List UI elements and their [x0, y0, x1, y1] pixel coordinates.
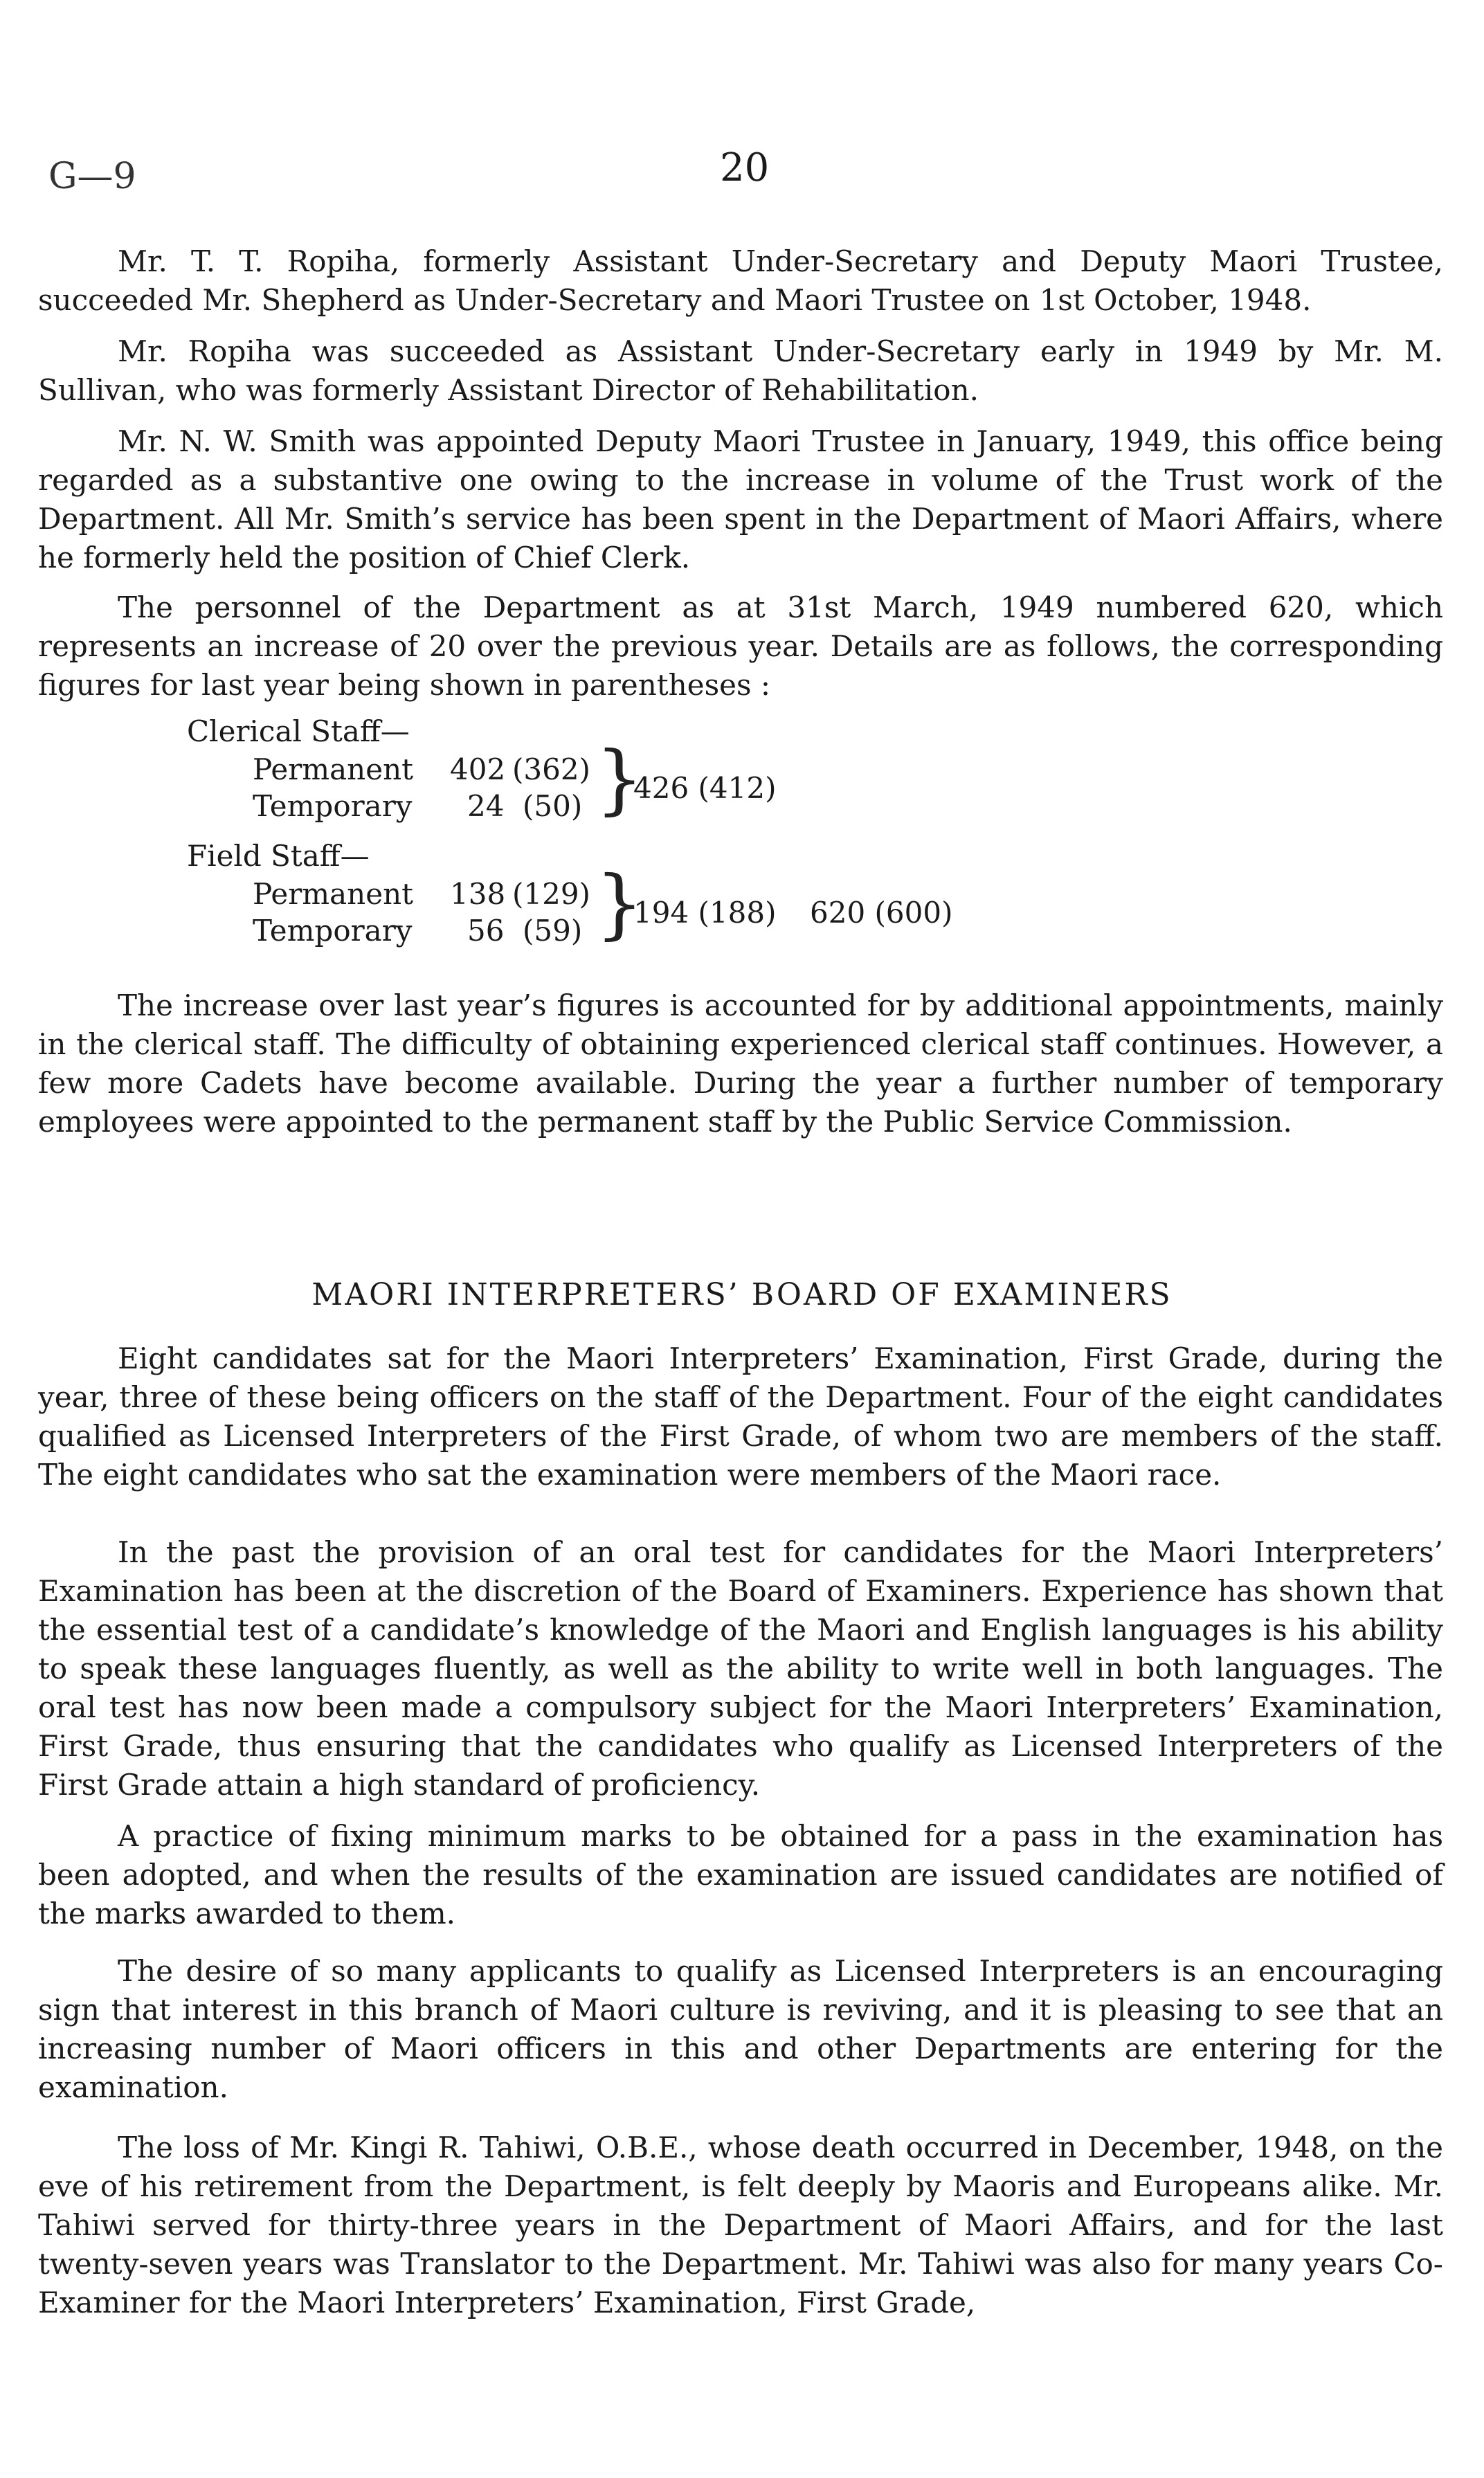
paragraph-sullivan: Mr. Ropiha was succeeded as Assistant Under-Secretary early in 1949 by Mr. M. Sullivan, who was formerly Assistant Director of Rehabilitation. [38, 334, 1443, 407]
field-permanent-label: Permanent [253, 877, 414, 911]
clerical-total: 426 (412) [633, 771, 777, 805]
clerical-permanent-prev: (362) [512, 752, 590, 786]
clerical-temporary-label: Temporary [253, 789, 413, 823]
grand-total: 620 (600) [810, 896, 953, 930]
field-staff-heading: Field Staff— [187, 839, 370, 873]
field-permanent-value: 138 [450, 877, 506, 911]
paragraph-increase: The increase over last year’s figures is accounted for by additional appointments, mainly in the clerical staff. The difficulty of obtaining experienced clerical staff continues. However, a few more Cadets have become available. During the year a further number of temporary employees were appointed to the permanent staff by the Public Service Commission. [38, 988, 1443, 1139]
field-total: 194 (188) [633, 896, 777, 930]
field-temporary-prev: (59) [523, 914, 583, 948]
paragraph-minimum-marks: A practice of fixing minimum marks to be obtained for a pass in the examination has been adopted, and when the results of the examination are issued candidates are notified of the marks awarded to them. [38, 1819, 1443, 1930]
clerical-brace: } [595, 734, 644, 823]
paragraph-ropiha: Mr. T. T. Ropiha, formerly Assistant Under-Secretary and Deputy Maori Trustee, succeeded Mr. Shepherd as Under-Secretary and Maori Trustee on 1st October, 1948. [38, 244, 1443, 317]
paragraph-candidates: Eight candidates sat for the Maori Interpreters’ Examination, First Grade, during the year, three of these being officers on the staff of the Department. Four of the eight candidates qualified as Licensed Interpreters of the First Grade, of whom two are members of the staff. The eight candidates who sat the examination were members of the Maori race. [38, 1341, 1443, 1492]
paragraph-tahiwi: The loss of Mr. Kingi R. Tahiwi, O.B.E., whose death occurred in December, 1948, on the eve of his retirement from the Department, is felt deeply by Maoris and Europeans alike. Mr. Tahiwi served for thirty-three years in the Department of Maori Affairs, and for the last twenty-seven years was Translator to the Department. Mr. Tahiwi was also for many years Co-Examiner for the Maori Interpreters’ Examination, First Grade, [38, 2131, 1443, 2319]
clerical-temporary-prev: (50) [523, 789, 583, 823]
field-brace: } [595, 859, 644, 948]
clerical-staff-heading: Clerical Staff— [187, 714, 410, 748]
paragraph-licensed-interpreters: The desire of so many applicants to qualify as Licensed Interpreters is an encouraging sign that interest in this branch of Maori culture is reviving, and it is pleasing to see that an increasing number of Maori officers in this and other Departments are entering for the examination. [38, 1954, 1443, 2104]
field-temporary-value: 56 [467, 914, 505, 948]
section-heading: MAORI INTERPRETERS’ BOARD OF EXAMINERS [311, 1277, 1173, 1312]
clerical-permanent-label: Permanent [253, 752, 414, 786]
field-temporary-label: Temporary [253, 914, 413, 948]
field-permanent-prev: (129) [512, 877, 590, 911]
paragraph-personnel: The personnel of the Department as at 31st March, 1949 numbered 620, which represents an increase of 20 over the previous year. Details are as follows, the corresponding figures for last year being shown in parentheses : [38, 590, 1443, 702]
paragraph-smith: Mr. N. W. Smith was appointed Deputy Maori Trustee in January, 1949, this office being regarded as a substantive one owing to the increase in volume of the Trust work of the Department. All Mr. Smith’s service has been spent in the Department of Maori Affairs, where he formerly held the position of Chief Clerk. [38, 424, 1443, 575]
clerical-temporary-value: 24 [467, 789, 505, 823]
page-number: 20 [720, 145, 770, 190]
document-code: G—9 [48, 156, 136, 197]
clerical-permanent-value: 402 [450, 752, 506, 786]
paragraph-oral-test: In the past the provision of an oral test for candidates for the Maori Interpreters’ Examination has been at the discretion of the Board of Examiners. Experience has shown that the essential test of a candidate’s knowledge of the Maori and English languages is his ability to speak these languages fluently, as well as the ability to write well in both languages. The oral test has now been made a compulsory subject for the Maori Interpreters’ Examination, First Grade, thus ensuring that the candidates who qualify as Licensed Interpreters of the First Grade attain a high standard of proficiency. [38, 1535, 1443, 1802]
